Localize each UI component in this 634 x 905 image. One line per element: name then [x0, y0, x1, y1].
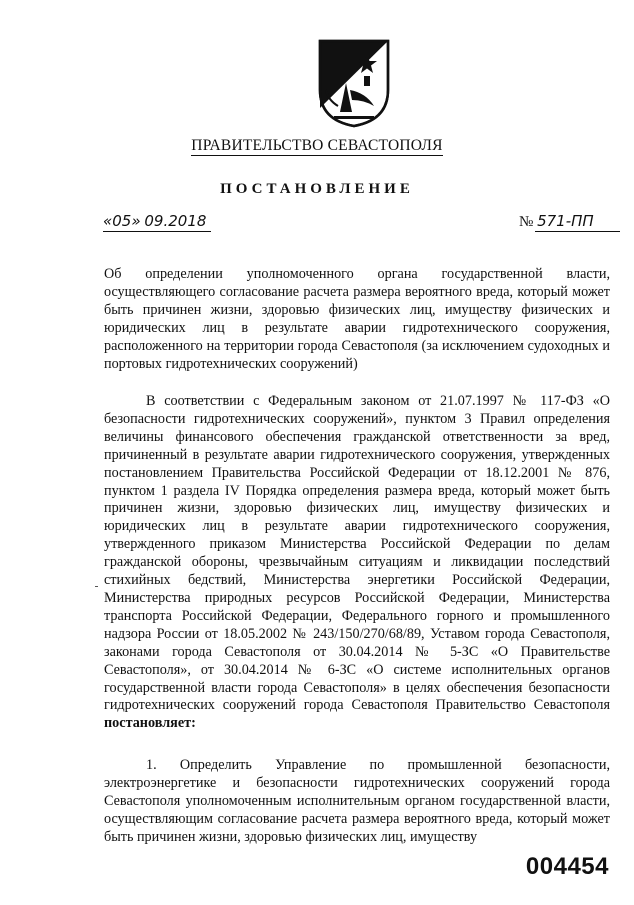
date-month-year: 09.2018	[144, 212, 207, 230]
document-date	[103, 212, 206, 231]
preamble-paragraph	[104, 393, 610, 733]
date-day: 05	[112, 212, 132, 230]
date-close-quote: »	[131, 212, 141, 230]
number-value: 571-ПП	[537, 212, 594, 230]
subject-paragraph: Об определении уполномоченного органа государственной власти, осуществляющего согласование расчета размера вероятного вреда, который может быть причинен жизни, здоровью физических лиц, имуществу физических и юридических лиц в результате аварии гидротехнического сооружения, расположенного на территории города Севастополя (за исключением судоходных и портовых гидротехнических сооружений)	[104, 266, 610, 372]
decree-word: постановляет:	[104, 715, 196, 732]
sevastopol-coat-of-arms-icon	[316, 38, 392, 128]
government-name: ПРАВИТЕЛЬСТВО СЕВАСТОПОЛЯ	[191, 137, 443, 154]
scan-speck	[95, 586, 98, 587]
preamble-text: В соответствии с Федеральным законом от 21.07.1997 № 117-ФЗ «О безопасности гидротехнических сооружений», пунктом 3 Правил определения величины финансового обеспечения гражданской ответственности за вред, причиненный в результате аварии гидротехнического сооружения, утвержденных постановлением Правительства Российской Федерации от 18.12.2001 № 876, пунктом 1 раздела IV Порядка определения размера вреда, который может быть причинен жизни, здоровью физических лиц, имуществу физических и юридических лиц в результате аварии гидротехнического сооружения, утвержденного приказом Министерства Российской Федерации по делам гражданской обороны, чрезвычайным ситуациям и ликвидации последствий стихийных бедствий, Министерства энергетики Российской Федерации, Министерства природных ресурсов Российской Федерации, Министерства транспорта Российской Федерации, Федерального горного и промышленного надзора России от 18.05.2002 № 243/150/270/68/89, Уставом города Севастополя, законами города Севастополя от 30.04.2014 № 5-ЗС «О Правительстве Севастополя», от 30.04.2014 № 6-ЗС «О системе исполнительных органов государственной власти города Севастополя» в целях обеспечения безопасности гидротехнических сооружений города Севастополя Правительство Севастополя	[104, 393, 610, 714]
document-type-title: ПОСТАНОВЛЕНИЕ	[220, 181, 414, 197]
serial-number: 004454	[525, 853, 609, 880]
date-open-quote: «	[103, 212, 113, 230]
date-underline	[103, 231, 211, 232]
item-1-paragraph: 1. Определить Управление по промышленной безопасности, электроэнергетике и безопасности гидротехнических сооружений города Севастополя уполномоченным исполнительным органом государственной власти, осуществляющим согласование расчета размера вероятного вреда, который может быть причинен жизни, здоровью физических лиц, имуществу	[104, 757, 610, 845]
number-underline	[535, 231, 620, 232]
number-sign: №	[519, 214, 534, 230]
document-number	[519, 212, 594, 231]
